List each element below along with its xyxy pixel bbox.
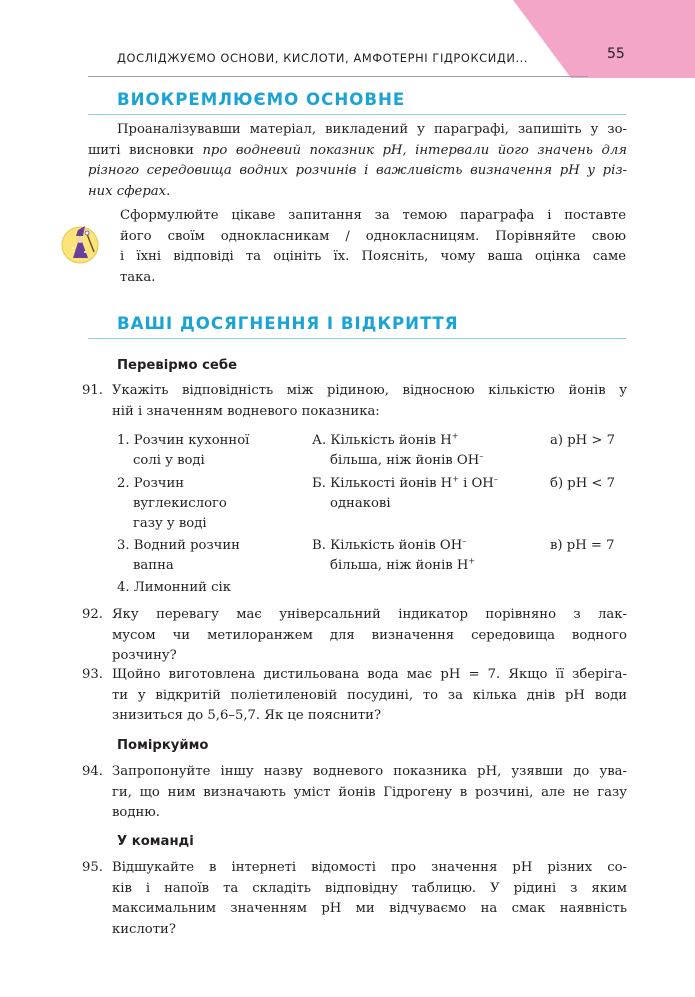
text-line: така.	[120, 269, 156, 285]
page-corner-tab	[513, 0, 695, 78]
text-line: ків і напоїв та складіть відповідну таблицю. У рідині з яким	[112, 880, 627, 896]
text-line: шиті висновки про водневий показник pH, інтервали його значень для	[88, 142, 627, 158]
liquid-2-cont: вуглекислого	[133, 496, 227, 511]
section-title-main-points: ВИОКРЕМЛЮЄМО ОСНОВНЕ	[117, 90, 406, 109]
question-93	[112, 665, 627, 727]
text-line: максимальним значенням pH ми відчуваємо на смак наявність	[112, 901, 627, 917]
ion-option-b: Б. Кількості йонів H+ і OH–	[312, 474, 498, 491]
question-number: 93.	[82, 667, 103, 682]
text-line: водню.	[112, 805, 160, 821]
text-line: Сформулюйте цікаве запитання за темою параграфа і поставте	[120, 208, 626, 223]
ion-option-c-cont: більша, ніж йонів H+	[330, 556, 476, 573]
text-line: ти у відкритій поліетиленовій посудині, то за кілька днів pH води	[112, 687, 627, 703]
liquid-3: 3. Водний розчин	[117, 538, 240, 553]
liquid-2: 2. Розчин	[117, 476, 185, 491]
section-title-achievements: ВАШІ ДОСЯГНЕННЯ І ВІДКРИТТЯ	[117, 314, 459, 333]
ion-option-c: В. Кількість йонів OH–	[312, 536, 467, 553]
text-line: них сферах.	[88, 183, 171, 199]
text-line: різного середовища водних розчинів і важливість визначення pH у різ-	[88, 163, 627, 179]
text-line: ній і значенням водневого показника:	[112, 403, 380, 419]
subhead-in-team: У команді	[117, 834, 194, 849]
question-number: 91.	[82, 383, 103, 398]
ion-option-a: А. Кількість йонів H+	[312, 431, 459, 448]
question-number: 94.	[82, 764, 103, 779]
liquid-1: 1. Розчин кухонної	[117, 433, 250, 448]
liquid-2-cont: газу у воді	[133, 516, 207, 531]
question-number: 95.	[82, 860, 103, 875]
subhead-check-yourself: Перевірмо себе	[117, 358, 238, 373]
text-line: і їхні відповіді та оцініть їх. Поясніть, чому ваша оцінка саме	[120, 249, 626, 265]
subhead-think: Поміркуймо	[117, 738, 209, 753]
discussion-task	[120, 206, 626, 288]
liquid-3-cont: вапна	[133, 558, 174, 573]
question-95	[112, 858, 627, 940]
ion-option-b-cont: однакові	[330, 496, 391, 511]
text-line: ги, що ним визначають уміст йонів Гідрогену в розчині, але не газу	[112, 784, 627, 800]
running-header: ДОСЛІДЖУЄМО ОСНОВИ, КИСЛОТИ, АМФОТЕРНІ ГІДРОКСИДИ...	[117, 51, 529, 65]
question-number: 92.	[82, 607, 103, 622]
ph-option-a: а) pH > 7	[550, 433, 615, 448]
liquid-1-cont: солі у воді	[133, 453, 205, 468]
text-line: Яку перевагу має універсальний індикатор порівняно з лак-	[112, 607, 627, 622]
section-rule	[88, 114, 626, 115]
question-92	[112, 605, 627, 667]
question-91	[112, 381, 627, 422]
ion-option-a-cont: більша, ніж йонів OH–	[330, 451, 484, 468]
text-line: мусом чи метилоранжем для визначення середовища водного	[112, 627, 627, 643]
section-rule	[88, 338, 626, 339]
page-number: 55	[607, 46, 625, 62]
ph-option-b: б) pH < 7	[550, 476, 616, 491]
text-line: його своїм однокласникам / однокласницям. Порівняйте свою	[120, 228, 626, 244]
text-line: знизиться до 5,6–5,7. Як це пояснити?	[112, 708, 382, 724]
liquid-4: 4. Лимонний сік	[117, 580, 231, 595]
text-line: Запропонуйте іншу назву водневого показника pH, узявши до ува-	[112, 764, 627, 779]
wizard-icon	[61, 222, 101, 266]
text-line: Відшукайте в інтернеті відомості про значення pH різних со-	[112, 860, 627, 875]
ph-option-c: в) pH = 7	[550, 538, 615, 553]
question-94	[112, 762, 627, 824]
text-line: Укажіть відповідність між рідиною, відносною кількістю йонів у	[112, 383, 627, 398]
summary-paragraph	[88, 120, 627, 202]
text-line: кислоти?	[112, 921, 176, 937]
text-line: Проаналізувавши матеріал, викладений у параграфі, запишіть у зо-	[117, 122, 627, 137]
header-rule	[88, 76, 588, 77]
text-line: Щойно виготовлена дистильована вода має pH = 7. Якщо її зберіга-	[112, 667, 627, 682]
text-line: розчину?	[112, 648, 177, 664]
